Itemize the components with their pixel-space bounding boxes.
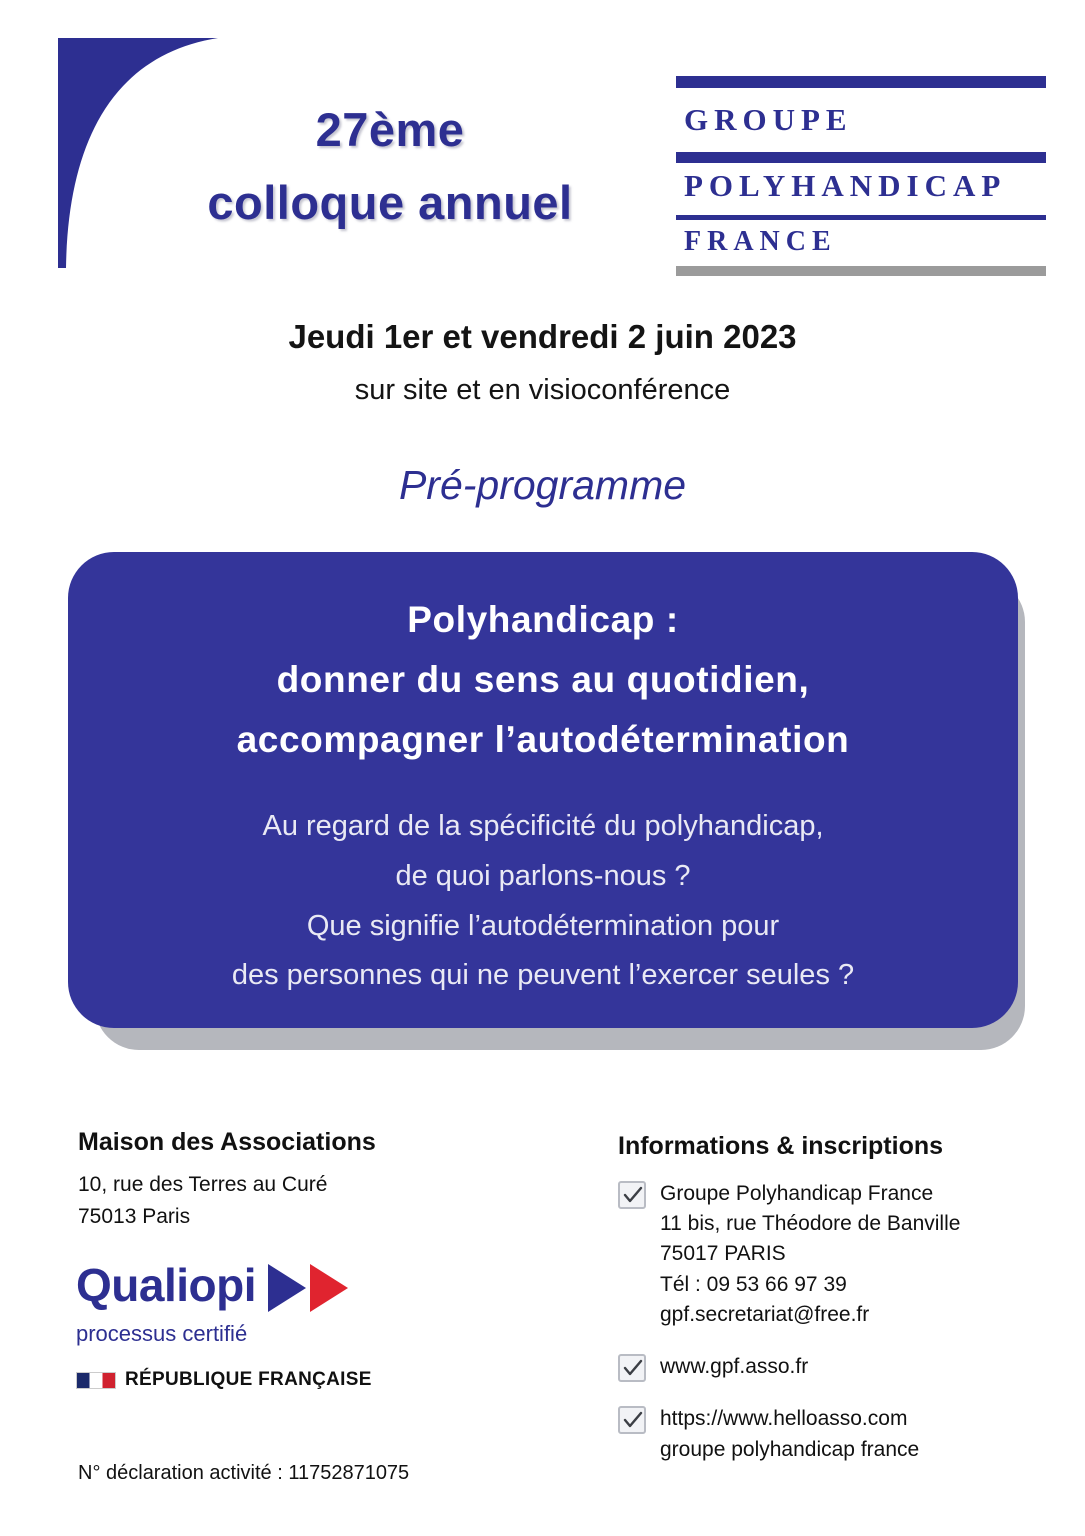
theme-body-line1: Au regard de la spécificité du polyhandicap, bbox=[262, 809, 824, 842]
poster-title-line2: colloque annuel bbox=[207, 175, 573, 229]
event-mode: sur site et en visioconférence bbox=[354, 374, 731, 406]
qualiopi-logo bbox=[76, 1258, 406, 1391]
website-link[interactable]: www.gpf.asso.fr bbox=[660, 1355, 809, 1379]
poster-title bbox=[120, 94, 660, 240]
contact-title: Informations & inscriptions bbox=[618, 1132, 944, 1160]
contact-item-lines bbox=[660, 1352, 808, 1382]
contact-line: Tél : 09 53 66 97 39 bbox=[660, 1272, 847, 1296]
qualiopi-wordmark: Qualiopi bbox=[76, 1259, 256, 1311]
theme-body-line3: Que signifie l’autodétermination pour bbox=[306, 909, 780, 942]
theme-title-line2: donner du sens au quotidien, bbox=[276, 658, 810, 700]
contact-line: 11 bis, rue Théodore de Banville bbox=[660, 1212, 961, 1236]
theme-body-line2: de quoi parlons-nous ? bbox=[395, 859, 691, 892]
venue-block bbox=[78, 1128, 548, 1232]
theme-title bbox=[68, 590, 1018, 770]
check-icon bbox=[618, 1406, 646, 1434]
venue-address-line2: 75013 Paris bbox=[78, 1204, 191, 1228]
logo-bar-lower bbox=[676, 215, 1046, 220]
contact-email[interactable]: gpf.secretariat@free.fr bbox=[660, 1302, 870, 1326]
helloasso-page-name: groupe polyhandicap france bbox=[660, 1437, 920, 1461]
logo-word-groupe: GROUPE bbox=[684, 102, 853, 137]
declaration-number: N° déclaration activité : 11752871075 bbox=[78, 1462, 410, 1484]
contact-block bbox=[618, 1132, 1048, 1487]
logo-word-france: FRANCE bbox=[684, 226, 837, 257]
logo-bar-top bbox=[676, 76, 1046, 88]
logo-bar-bottom bbox=[676, 266, 1046, 276]
contact-item-lines bbox=[660, 1404, 919, 1464]
french-flag-icon bbox=[76, 1372, 116, 1389]
theme-body-line4: des personnes qui ne peuvent l’exercer seules ? bbox=[231, 959, 855, 992]
republique-francaise-block bbox=[76, 1369, 406, 1391]
event-date: Jeudi 1er et vendredi 2 juin 2023 bbox=[288, 318, 797, 355]
theme-title-line3: accompagner l’autodétermination bbox=[236, 718, 850, 760]
contact-line: 75017 PARIS bbox=[660, 1242, 786, 1266]
republique-francaise-label: RÉPUBLIQUE FRANÇAISE bbox=[125, 1369, 372, 1390]
venue-address-line1: 10, rue des Terres au Curé bbox=[78, 1173, 328, 1196]
qualiopi-subtitle: processus certifié bbox=[76, 1321, 248, 1346]
gpf-logo bbox=[676, 40, 1046, 272]
theme-body bbox=[68, 802, 1018, 1002]
helloasso-link[interactable]: https://www.helloasso.com bbox=[660, 1407, 908, 1431]
contact-line: Groupe Polyhandicap France bbox=[660, 1182, 934, 1205]
check-icon bbox=[618, 1181, 646, 1209]
poster-header bbox=[0, 38, 1085, 268]
program-label: Pré-programme bbox=[398, 462, 687, 508]
contact-item bbox=[618, 1179, 1048, 1330]
check-icon bbox=[618, 1354, 646, 1382]
logo-bar-middle bbox=[676, 152, 1046, 163]
contact-item bbox=[618, 1404, 1048, 1464]
theme-panel bbox=[68, 552, 1018, 1028]
contact-item bbox=[618, 1352, 1048, 1382]
theme-title-line1: Polyhandicap : bbox=[407, 599, 679, 640]
poster-title-line1: 27ème bbox=[315, 103, 465, 156]
logo-word-polyhandicap: POLYHANDICAP bbox=[684, 168, 1007, 203]
venue-name: Maison des Associations bbox=[78, 1128, 376, 1156]
contact-item-lines bbox=[660, 1179, 960, 1330]
qualiopi-arrows-icon bbox=[268, 1262, 350, 1319]
